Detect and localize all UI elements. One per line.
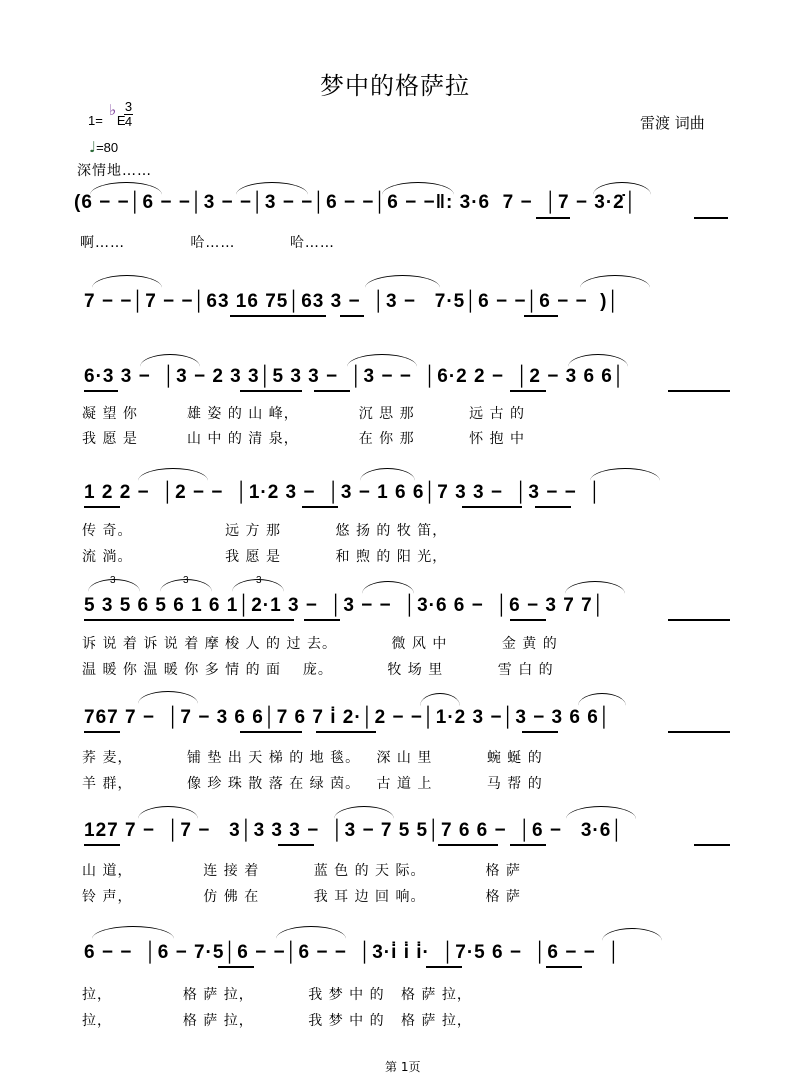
- notation-line: 1 2 2 − │2 − − │1·2 3 − │3 − 1 6 6│7 3 3 − │3 − − │: [84, 482, 603, 503]
- lyrics-verse-1: 荞 麦， 铺 垫 出 天 梯 的 地 毯。 深 山 里 蜿 蜒 的: [82, 750, 543, 766]
- tempo-value: =80: [96, 140, 119, 155]
- tie-arc: [420, 693, 460, 706]
- notation-line: 127 7 − │7 − 3│3 3 3 − │3 − 7 5 5│7 6 6 − │6 − 3·6│: [84, 820, 625, 841]
- beam-underline: [438, 844, 498, 846]
- beam-underline: [240, 731, 302, 733]
- lyrics-verse-1: 诉 说 着 诉 说 着 摩 梭 人 的 过 去。 微 风 中 金 黄 的: [82, 636, 558, 652]
- beam-underline: [84, 506, 120, 508]
- flat-icon: ♭: [109, 101, 117, 119]
- tempo-marking: [89, 138, 118, 156]
- beam-underline: [536, 217, 570, 219]
- beam-underline: [218, 966, 254, 968]
- beam-underline: [316, 731, 376, 733]
- lyrics-line: 啊…… 哈…… 哈……: [80, 235, 335, 251]
- tie-arc: [580, 275, 650, 288]
- beam-underline: [230, 315, 326, 317]
- quarter-note-icon: ♩: [89, 138, 97, 156]
- notation-line: 6 − − │6 − 7·5│6 − −│6 − − │3·i̇ i̇ i̇· │7·5 6 − │6 − − │: [84, 942, 622, 963]
- time-numerator: 3: [124, 99, 133, 114]
- lyrics-verse-2: 温 暖 你 温 暖 你 多 情 的 面 庞。 牧 场 里 雪 白 的: [82, 662, 554, 678]
- beam-underline: [426, 966, 462, 968]
- lyrics-verse-1: 拉， 格 萨 拉， 我 梦 中 的 格 萨 拉，: [82, 987, 472, 1003]
- expression-marking: 深情地……: [77, 163, 152, 179]
- tie-arc: [365, 275, 440, 288]
- lyrics-verse-1: 传 奇。 远 方 那 悠 扬 的 牧 笛，: [82, 523, 448, 539]
- beam-underline: [84, 844, 120, 846]
- beam-underline: [314, 390, 350, 392]
- triplet-mark: 3: [256, 575, 262, 586]
- beam-underline: [510, 390, 546, 392]
- tie-arc: [590, 468, 660, 481]
- tie-arc: [276, 926, 346, 939]
- beam-underline: [668, 731, 730, 733]
- lyrics-verse-2: 铃 声， 仿 佛 在 我 耳 边 回 响。 格 萨: [82, 889, 521, 905]
- tie-arc: [565, 581, 625, 594]
- tie-arc: [92, 926, 174, 939]
- tie-arc: [138, 806, 198, 819]
- beam-underline: [84, 390, 118, 392]
- tie-arc: [566, 806, 636, 819]
- song-title: 梦中的格萨拉: [320, 72, 470, 100]
- key-signature: [88, 113, 126, 128]
- tie-arc: [138, 691, 198, 704]
- beam-underline: [668, 390, 730, 392]
- key-prefix: 1=: [88, 113, 103, 128]
- beam-underline: [84, 731, 120, 733]
- tie-arc: [578, 693, 626, 706]
- beam-underline: [240, 390, 302, 392]
- tie-arc: [362, 581, 414, 594]
- beam-underline: [278, 844, 314, 846]
- time-denominator: 4: [124, 114, 133, 129]
- beam-underline: [524, 315, 558, 317]
- triplet-mark: 3: [110, 575, 116, 586]
- beam-underline: [535, 506, 571, 508]
- tie-arc: [602, 928, 662, 941]
- lyrics-verse-2: 拉， 格 萨 拉， 我 梦 中 的 格 萨 拉，: [82, 1013, 472, 1029]
- notation-line: 6·3 3 − │3 − 2 3 3│5 3 3 − │3 − − │6·2 2 − │2 − 3 6 6│: [84, 366, 626, 387]
- page-number: 第 1页: [385, 1060, 421, 1074]
- beam-underline: [510, 844, 546, 846]
- beam-underline: [84, 619, 294, 621]
- beam-underline: [546, 966, 582, 968]
- lyrics-verse-1: 山 道， 连 接 着 蓝 色 的 天 际。 格 萨: [82, 863, 521, 879]
- lyrics-verse-2: 我 愿 是 山 中 的 清 泉， 在 你 那 怀 抱 中: [82, 431, 526, 447]
- author-credit: 雷渡 词曲: [640, 114, 705, 132]
- beam-underline: [304, 619, 340, 621]
- beam-underline: [522, 731, 558, 733]
- beam-underline: [510, 619, 546, 621]
- beam-underline: [694, 217, 728, 219]
- beam-underline: [668, 619, 730, 621]
- tie-arc: [334, 806, 394, 819]
- beam-underline: [340, 315, 364, 317]
- beam-underline: [462, 506, 522, 508]
- beam-underline: [302, 506, 338, 508]
- notation-line: (6 − −│6 − −│3 − −│3 − −│6 − −│6 − −‖: 3·6 7 − │7 − 3·2̇│: [74, 192, 638, 213]
- notation-line: 5 3 5 6 5 6 1 6 1│2·1 3 − │3 − − │3·6 6 − │6 − 3 7 7│: [84, 595, 606, 616]
- tie-arc: [138, 468, 208, 481]
- notation-line: 7 − −│7 − −│63 16 75│63 3 − │3 − 7·5│6 − −│6 − − )│: [84, 291, 621, 312]
- notation-line: 767 7 − │7 − 3 6 6│7 6 7 i̇ 2·│2 − −│1·2 3 −│3 − 3 6 6│: [84, 707, 612, 728]
- triplet-mark: 3: [183, 575, 189, 586]
- tie-arc: [360, 468, 415, 481]
- key-letter: E: [116, 113, 126, 128]
- beam-underline: [694, 844, 730, 846]
- tie-arc: [92, 275, 162, 288]
- time-signature: [124, 100, 133, 129]
- lyrics-verse-2: 流 淌。 我 愿 是 和 煦 的 阳 光，: [82, 549, 448, 565]
- lyrics-verse-2: 羊 群， 像 珍 珠 散 落 在 绿 茵。 古 道 上 马 帮 的: [82, 776, 543, 792]
- lyrics-verse-1: 凝 望 你 雄 姿 的 山 峰， 沉 思 那 远 古 的: [82, 406, 526, 422]
